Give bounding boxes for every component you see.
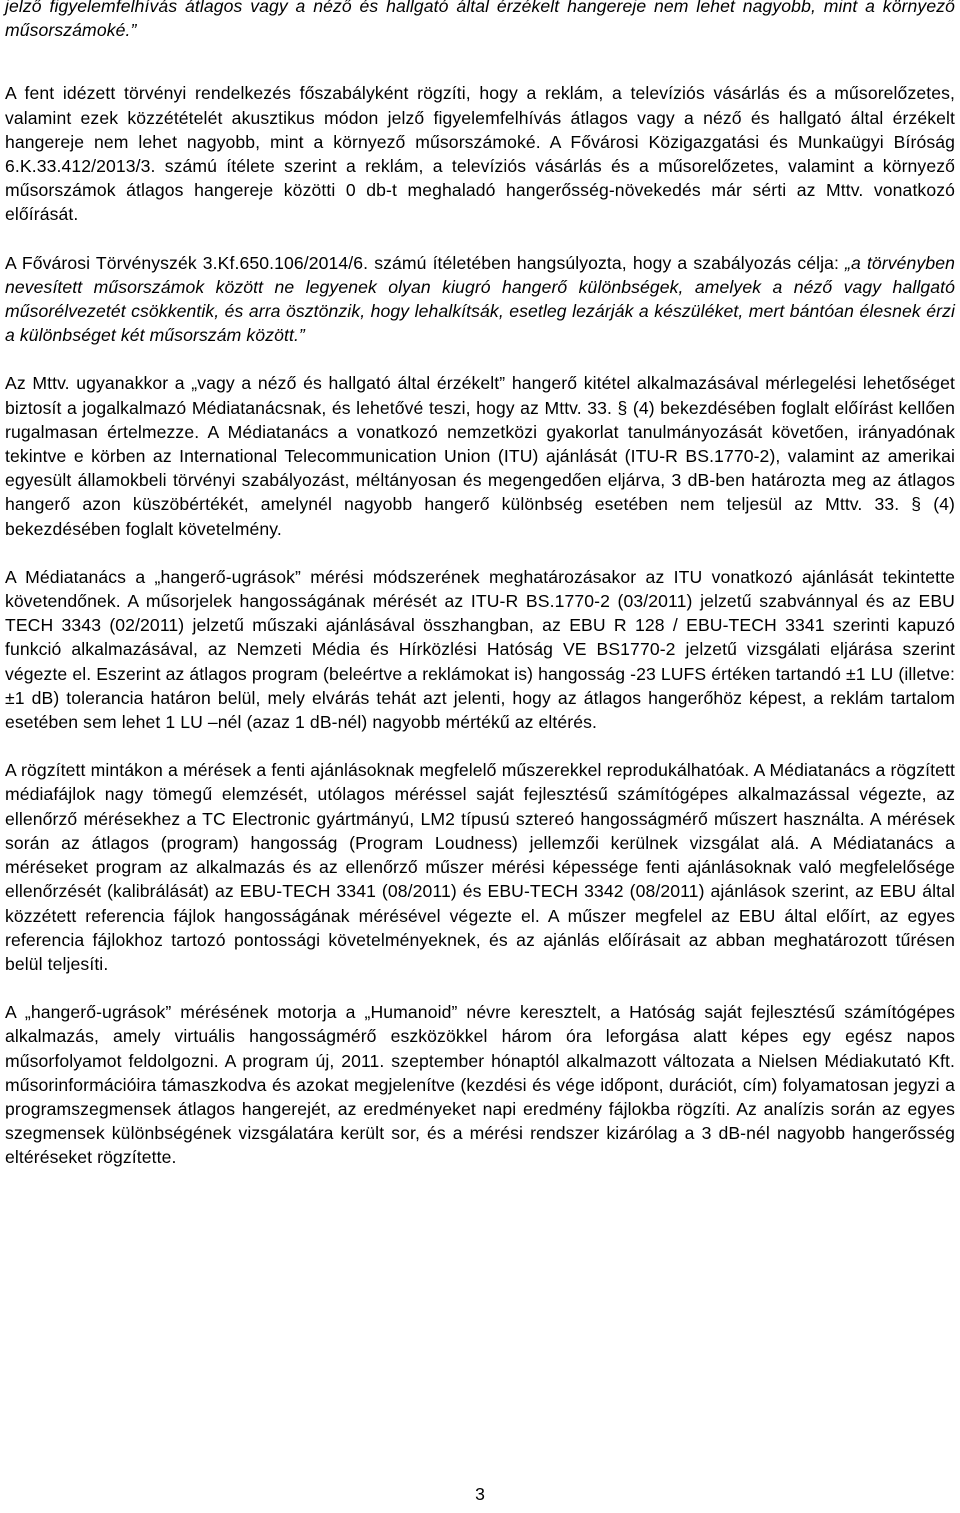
text-segment: A rögzített mintákon a mérések a fenti ajánlásoknak megfelelő műszerekkel reprodukálhatóak. A Médiatanács a rögzített médiafájlok nagy tömegű elemzését, utólagos méréssel saját fejlesztésű számítógépes alkalmazással végezte, az ellenőrző mérésekhez a TC Electronic gyártmányú, LM2 típusú sztereó hangosságmérő műszert használta. A mérések során az átlagos (program) hangosság (Program Loudness) jellemzői kerülnek vizsgálat alá. A Médiatanács a méréseket program az alkalmazás és az ellenőrző műszer mérési képessége fenti ajánlásoknak való megfelelősége ellenőrzését (kalibrálását) az EBU-TECH 3341 (08/2011) és EBU-TECH 3342 (08/2011) ajánlások szerint, az EBU által közzétett referencia fájlok hangosságának mérésével végezte el. A műszer megfelel az EBU által előírt, az egyes referencia fájlokhoz tartozó pontossági követelményeknek, és az ajánlás előírásait az abban meghatározott tűrésen belül teljesíti. <box>5 760 955 974</box>
paragraph-gap <box>5 347 955 371</box>
paragraph-6 <box>5 758 955 976</box>
text-segment: Az Mttv. ugyanakkor a „vagy a néző és hallgató által érzékelt” hangerő kitétel alkalmazásával mérlegelési lehetőséget biztosít a jogalkalmazó Médiatanácsnak, és lehetővé teszi, hogy az Mttv. 33. § (4) bekezdésében foglalt előírást kellően rugalmasan értelmezze. A Médiatanács a vonatkozó nemzetközi gyakorlat tanulmányozását követően, irányadónak tekintve e körben az International Telecommunication Union (ITU) ajánlását (ITU-R BS.1770-2), valamint az amerikai egyesült államokbeli törvényi szabályozást, méltányosan és megengedően eljárva, 3 dB-ben határozta meg az átlagos hangerő azon küszöbértékét, amelynél nagyobb hangerő különbség esetében nem teljesül az Mttv. 33. § (4) bekezdésében foglalt követelmény. <box>5 373 955 539</box>
paragraph-gap <box>5 976 955 1000</box>
paragraph-3 <box>5 251 955 348</box>
text-segment: jelző figyelemfelhívás átlagos vagy a néző és hallgató által érzékelt hangereje nem lehet nagyobb, mint a környező műsorszámoké.” <box>5 0 955 41</box>
text-segment: A Médiatanács a „hangerő-ugrások” mérési módszerének meghatározásakor az ITU vonatkozó ajánlását tekintette követendőnek. A műsorjelek hangosságának mérését az ITU-R BS.1770-2 (03/2011) jelzetű szabvánnyal és az EBU TECH 3343 (02/2011) jelzetű műszaki ajánlásával összhangban, az EBU R 128 / EBU-TECH 3341 szerinti kapuzó funkció alkalmazásával, az Nemzeti Média és Hírközlési Hatóság VE BS1770-2 jelzetű vizsgálati eljárása szerint végezte el. Eszerint az átlagos program (beleértve a reklámokat is) hangosság -23 LUFS értéken tartandó ±1 LU (illetve: ±1 dB) tolerancia határon belül, mely elvárás tehát azt jelenti, hogy az átlagos hangerőhöz képest, a reklám tartalom esetében sem lehet 1 LU –nél (azaz 1 dB-nél) nagyobb mértékű az eltérés. <box>5 566 955 733</box>
paragraph-4 <box>5 371 955 540</box>
paragraph-2 <box>5 81 955 226</box>
paragraph-gap <box>5 734 955 758</box>
document-page <box>5 0 955 1170</box>
paragraph-1 <box>5 0 955 42</box>
paragraph-gap <box>5 541 955 565</box>
paragraph-gap <box>5 227 955 251</box>
paragraph-gap <box>5 42 955 66</box>
text-segment: A Fővárosi Törvényszék 3.Kf.650.106/2014/6. számú ítéletében hangsúlyozta, hogy a szabályozás célja: <box>5 252 846 273</box>
paragraph-7 <box>5 1000 955 1169</box>
quote-segment: „a törvényben nevesített műsorszámok között ne legyenek olyan kiugró hangerő különbségek, amelyek a néző vagy hallgató műsorélvezetét csökkentik, és arra ösztönzik, hogy lehalkítsák, esetleg lezárják a készüléket, mert bántóan élesnek érzi a különbséget két műsorszám között.” <box>5 252 955 346</box>
paragraph-5 <box>5 565 955 734</box>
text-segment: A fent idézett törvényi rendelkezés főszabályként rögzíti, hogy a reklám, a televíziós vásárlás és a műsorelőzetes, valamint ezek közzétételét akusztikus módon jelző figyelemfelhívás átlagos vagy a néző és hallgató által érzékelt hangereje nem lehet nagyobb, mint a környező műsorszámoké. A Fővárosi Közigazgatási és Munkaügyi Bíróság 6.K.33.412/2013/3. számú ítélete szerint a reklám, a televíziós vásárlás és a műsorelőzetes, valamint a környező műsorszámok átlagos hangereje közötti 0 db-t meghaladó hangerősség-növekedés már sérti az Mttv. vonatkozó előírását. <box>5 83 955 225</box>
text-segment: A „hangerő-ugrások” mérésének motorja a „Humanoid” névre keresztelt, a Hatóság saját fejlesztésű számítógépes alkalmazás, amely virtuális hangosságmérő eszközökkel három óra leforgása alatt képes egy egész napos műsorfolyamot feldolgozni. A program új, 2011. szeptember hónaptól alkalmazott változata a Nielsen Médiakutató Kft. műsorinformációira támaszkodva és azokat megjelenítve (kezdési és vége időpont, durációt, cím) folyamatosan jegyzi a programszegmensek átlagos hangerejét, az eredményeket napi eredmény fájlokba rögzíti. Az analízis során az egyes szegmensek különbségének vizsgálatára került sor, és a mérési rendszer kizárólag a 3 dB-nél nagyobb hangerősség eltéréseket rögzítette. <box>5 1002 955 1168</box>
page-number: 3 <box>475 1484 485 1504</box>
